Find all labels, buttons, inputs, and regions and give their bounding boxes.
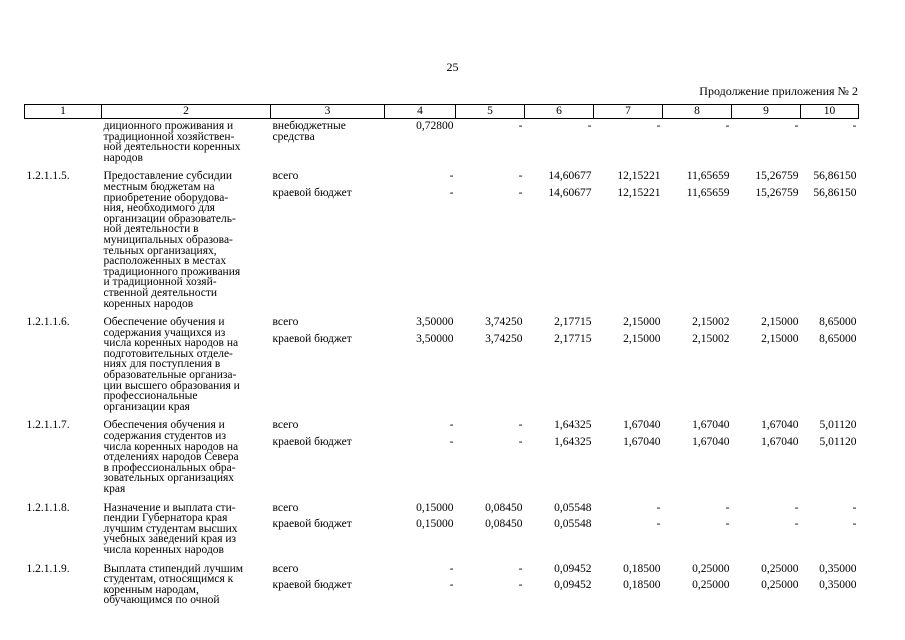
value-cell-col-9 (732, 564, 801, 606)
description-line: пендии Губернатора края (103, 512, 228, 525)
description-line: коренным народам, (103, 583, 199, 596)
value-cell-col-10 (801, 171, 859, 309)
value: 0,08450 (485, 518, 523, 531)
value-cell-col-9 (732, 119, 801, 164)
value: - (852, 120, 857, 132)
value: 0,05548 (554, 501, 592, 514)
funding-source-label: краевой бюджет (272, 436, 352, 449)
value-cell-col-6 (525, 564, 594, 606)
value: 5,01120 (819, 419, 857, 432)
value: - (449, 186, 454, 199)
row-code: 1.2.1.1.6. (26, 316, 70, 329)
description-line: ной деятельности в (103, 223, 199, 236)
description-line: профессиональные (103, 390, 198, 403)
row-code (25, 119, 102, 164)
description-line: числа коренных народов на (103, 440, 239, 453)
column-header-3: 3 (271, 105, 385, 119)
funding-source-label: краевой бюджет (272, 518, 352, 531)
table-row (25, 503, 859, 556)
value-cell-col-4 (385, 564, 456, 606)
value: - (518, 562, 523, 575)
value: 1,67040 (692, 419, 730, 432)
value-cell-col-9 (732, 317, 801, 412)
description-line: ной деятельности коренных (103, 141, 241, 154)
page-number: 25 (446, 60, 459, 74)
description-line: муниципальных образова- (103, 233, 233, 246)
value: 15,26759 (755, 186, 799, 199)
description-line: народов (103, 151, 143, 164)
row-code: 1.2.1.1.9. (26, 562, 70, 575)
description-line: ния, необходимого для (103, 202, 215, 215)
description-line: Выплата стипендий лучшим (103, 562, 244, 575)
value-cell-col-6 (525, 420, 594, 494)
value: 0,72800 (416, 120, 454, 132)
value-cell-col-10 (801, 564, 859, 606)
description-line: и традиционной хозяй- (103, 276, 217, 289)
value: 1,67040 (623, 419, 661, 432)
funding-source-label: краевой бюджет (272, 579, 352, 592)
row-description (102, 420, 271, 494)
value: 56,86150 (813, 170, 857, 183)
column-header-4: 4 (385, 105, 456, 119)
value: - (794, 501, 799, 514)
funding-source-label: краевой бюджет (272, 332, 352, 345)
value: 0,18500 (623, 579, 661, 592)
value: 2,15000 (761, 316, 799, 329)
value: 2,17715 (554, 316, 592, 329)
row-funding-source (271, 317, 385, 412)
value-cell-col-6 (525, 119, 594, 164)
description-line: учебных заведений края из (103, 533, 237, 546)
description-line: зовательных организациях (103, 472, 235, 485)
value: 15,26759 (755, 170, 799, 183)
value: 1,67040 (623, 436, 661, 449)
value: 0,08450 (485, 501, 523, 514)
description-line: подготовительных отделе- (103, 347, 233, 360)
value-cell-col-6 (525, 503, 594, 556)
description-line: приобретение оборудова- (103, 191, 229, 204)
description-line: в профессиональных обра- (103, 461, 236, 474)
value-cell-col-5 (456, 420, 525, 494)
value: 1,64325 (554, 419, 592, 432)
value: 0,18500 (623, 562, 661, 575)
value: - (518, 419, 523, 432)
description-line: содержания студентов из (103, 430, 226, 443)
value: - (449, 562, 454, 575)
column-header-7: 7 (594, 105, 663, 119)
value: 0,35000 (819, 562, 857, 575)
value-cell-col-8 (663, 420, 732, 494)
description-line: Назначение и выплата сти- (103, 501, 236, 514)
value: 11,65659 (686, 170, 730, 183)
value: 0,15000 (416, 501, 454, 514)
value-cell-col-5 (456, 119, 525, 164)
value-cell-col-5 (456, 317, 525, 412)
value: 3,50000 (416, 332, 454, 345)
value: 0,05548 (554, 518, 592, 531)
value-cell-col-7 (594, 503, 663, 556)
description-line: коренных народов (103, 297, 194, 310)
funding-source-label: краевой бюджет (272, 186, 352, 199)
value: 3,50000 (416, 316, 454, 329)
value-cell-col-7 (594, 564, 663, 606)
description-line: Обеспечение обучения и (103, 316, 225, 329)
value: - (725, 501, 730, 514)
column-header-9: 9 (732, 105, 801, 119)
description-line: организации образователь- (103, 212, 236, 225)
value: 5,01120 (819, 436, 857, 449)
value: 3,74250 (485, 316, 523, 329)
row-funding-source (271, 171, 385, 309)
value-cell-col-10 (801, 317, 859, 412)
value: 11,65659 (686, 186, 730, 199)
value: 2,15000 (623, 316, 661, 329)
value: - (725, 518, 730, 531)
value: 3,74250 (485, 332, 523, 345)
value: - (587, 120, 592, 132)
budget-table (24, 104, 859, 606)
table-row (25, 420, 859, 494)
row-funding-source (271, 119, 385, 164)
value: - (852, 501, 857, 514)
value: - (449, 170, 454, 183)
value: 1,67040 (761, 419, 799, 432)
row-description (102, 503, 271, 556)
description-line: расположенных в местах (103, 255, 227, 268)
funding-source-label: всего (272, 419, 299, 432)
row-description (102, 317, 271, 412)
description-line: отделениях народов Севера (103, 451, 239, 464)
funding-source-label: всего (272, 562, 299, 575)
value: 0,25000 (692, 579, 730, 592)
description-line: края (103, 483, 126, 495)
funding-source-label: всего (272, 170, 299, 183)
column-header-5: 5 (456, 105, 525, 119)
funding-source-label: внебюджетные средства (272, 120, 346, 143)
value: 2,15000 (623, 332, 661, 345)
value: - (518, 579, 523, 592)
description-line: содержания учащихся из (103, 326, 226, 339)
value-cell-col-8 (663, 171, 732, 309)
value: - (518, 186, 523, 199)
row-description (102, 171, 271, 309)
value-cell-col-8 (663, 503, 732, 556)
appendix-continuation: Продолжение приложения № 2 (699, 84, 858, 98)
column-header-6: 6 (525, 105, 594, 119)
row-description (102, 119, 271, 164)
description-line: ственной деятельности (103, 286, 218, 299)
description-line: студентам, относящимся к (103, 573, 234, 586)
description-line: организации края (103, 400, 190, 413)
value: 1,64325 (554, 436, 592, 449)
value: 1,67040 (692, 436, 730, 449)
value-cell-col-4 (385, 317, 456, 412)
column-header-1: 1 (25, 105, 102, 119)
table-row (25, 119, 859, 164)
value-cell-col-7 (594, 171, 663, 309)
table-body (25, 119, 859, 606)
table-row (25, 564, 859, 606)
description-line: образовательные организа- (103, 369, 237, 382)
value-cell-col-5 (456, 171, 525, 309)
description-line: традиционной хозяйствен- (103, 130, 235, 143)
description-line: тельных организациях, (103, 244, 217, 257)
value: - (449, 419, 454, 432)
description-line: числа коренных народов на (103, 337, 239, 350)
value: - (656, 518, 661, 531)
value: 0,25000 (692, 562, 730, 575)
row-code: 1.2.1.1.8. (26, 501, 70, 514)
table-row (25, 171, 859, 309)
value-cell-col-7 (594, 420, 663, 494)
column-header-8: 8 (663, 105, 732, 119)
description-line: лучшим студентам высших (103, 522, 238, 535)
description-line: числа коренных народов (103, 543, 224, 556)
value-cell-col-8 (663, 317, 732, 412)
value: 0,25000 (761, 562, 799, 575)
value-cell-col-10 (801, 503, 859, 556)
funding-source-label: всего (272, 501, 299, 514)
value: - (449, 436, 454, 449)
row-funding-source (271, 420, 385, 494)
row-code: 1.2.1.1.7. (26, 419, 70, 432)
value: 14,60677 (548, 186, 592, 199)
funding-source-label: всего (272, 316, 299, 329)
row-funding-source (271, 564, 385, 606)
value-cell-col-9 (732, 171, 801, 309)
value-cell-col-4 (385, 503, 456, 556)
value: - (518, 120, 523, 132)
row-description (102, 564, 271, 606)
value: - (656, 501, 661, 514)
value: 0,15000 (416, 518, 454, 531)
value: 0,09452 (554, 562, 592, 575)
value: - (656, 120, 661, 132)
value: - (518, 170, 523, 183)
description-line: местным бюджетам на (103, 180, 215, 193)
row-code: 1.2.1.1.5. (26, 170, 70, 183)
value: 12,15221 (617, 186, 661, 199)
value: - (449, 579, 454, 592)
value: 14,60677 (548, 170, 592, 183)
value: 8,65000 (819, 316, 857, 329)
value-cell-col-9 (732, 503, 801, 556)
value-cell-col-4 (385, 420, 456, 494)
value-cell-col-6 (525, 171, 594, 309)
value: - (852, 518, 857, 531)
value: 1,67040 (761, 436, 799, 449)
value-cell-col-7 (594, 119, 663, 164)
description-line: традиционного проживания (103, 265, 241, 278)
column-header-2: 2 (102, 105, 271, 119)
value: 2,15002 (692, 332, 730, 345)
value: - (725, 120, 730, 132)
value: 2,15000 (761, 332, 799, 345)
description-line: обучающимся по очной (103, 594, 220, 607)
row-funding-source (271, 503, 385, 556)
description-line: ции высшего образования и (103, 379, 240, 392)
value: 0,35000 (819, 579, 857, 592)
value-cell-col-9 (732, 420, 801, 494)
value-cell-col-5 (456, 503, 525, 556)
value-cell-col-4 (385, 119, 456, 164)
value-cell-col-10 (801, 420, 859, 494)
description-line: диционного проживания и (103, 120, 234, 132)
value: 56,86150 (813, 186, 857, 199)
column-header-10: 10 (801, 105, 859, 119)
value: - (518, 436, 523, 449)
value: - (794, 120, 799, 132)
description-line: Предоставление субсидии (103, 170, 232, 183)
value: 2,17715 (554, 332, 592, 345)
table-row (25, 317, 859, 412)
value-cell-col-8 (663, 119, 732, 164)
value-cell-col-7 (594, 317, 663, 412)
value-cell-col-8 (663, 564, 732, 606)
value-cell-col-5 (456, 564, 525, 606)
description-line: ниях для поступления в (103, 358, 221, 371)
description-line: Обеспечения обучения и (103, 419, 225, 432)
value: 2,15002 (692, 316, 730, 329)
value: 8,65000 (819, 332, 857, 345)
value: - (794, 518, 799, 531)
value-cell-col-10 (801, 119, 859, 164)
value: 12,15221 (617, 170, 661, 183)
value: 0,09452 (554, 579, 592, 592)
value-cell-col-4 (385, 171, 456, 309)
value-cell-col-6 (525, 317, 594, 412)
header-row (25, 105, 859, 119)
value: 0,25000 (761, 579, 799, 592)
